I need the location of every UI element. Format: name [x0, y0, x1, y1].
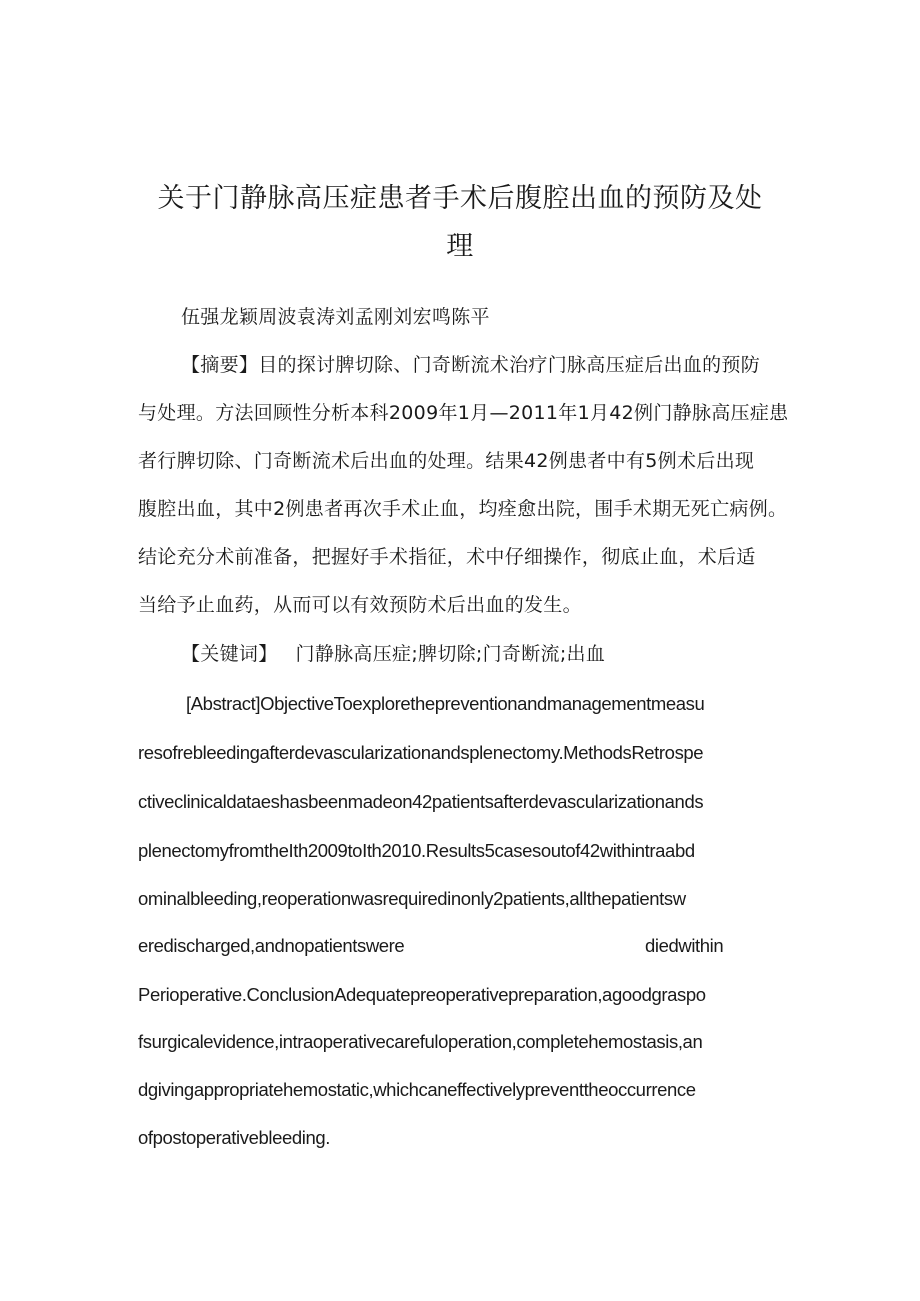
abstract-cn-line: 腹腔出血，其中2例患者再次手术止血，均痊愈出院，围手术期无死亡病例。: [138, 498, 788, 520]
abstract-en-line: resofrebleedingafterdevascularizationandsplenectomy.MethodsRetrospe: [138, 742, 704, 763]
abstract-cn-line: 结论充分术前准备，把握好手术指征，术中仔细操作，彻底止血，术后适: [138, 546, 756, 568]
abstract-en-line: Perioperative.ConclusionAdequatepreoperativepreparation,agoodgraspo: [138, 984, 706, 1005]
abstract-cn-line: 【摘要】目的探讨脾切除、门奇断流术治疗门脉高压症后出血的预防: [181, 354, 761, 376]
authors: 伍强龙颖周波袁涛刘孟刚刘宏鸣陈平: [181, 306, 490, 328]
keywords-label: 【关键词】: [181, 643, 278, 665]
abstract-en-line: ctiveclinicaldataeshasbeenmadeon42patientsafterdevascularizationands: [138, 791, 704, 812]
abstract-en-line: dgivingappropriatehemostatic,whichcaneffectivelypreventtheoccurrence: [138, 1079, 696, 1100]
abstract-en-line: eredischarged,andnopatientswere: [138, 935, 405, 956]
abstract-en-line: ofpostoperativebleeding.: [138, 1127, 330, 1148]
abstract-cn-line: 当给予止血药，从而可以有效预防术后出血的发生。: [138, 594, 582, 616]
abstract-cn-line: 者行脾切除、门奇断流术后出血的处理。结果42例患者中有5例术后出现: [138, 450, 755, 472]
abstract-en-line: ominalbleeding,reoperationwasrequiredinonly2patients,allthepatientsw: [138, 888, 686, 909]
keywords-text: 门静脉高压症;脾切除;门奇断流;出血: [295, 643, 606, 665]
abstract-en-line: [Abstract]ObjectiveToexplorethepreventionandmanagementmeasu: [186, 693, 705, 714]
title-line-2: 理: [446, 231, 474, 262]
abstract-en-line: plenectomyfromtheIth2009toIth2010.Results5casesoutof42withintraabd: [138, 840, 695, 861]
title-line-1: 关于门静脉高压症患者手术后腹腔出血的预防及处: [157, 183, 763, 214]
abstract-en-line: fsurgicalevidence,intraoperativecarefuloperation,completehemostasis,an: [138, 1031, 703, 1052]
keywords: [181, 641, 605, 667]
abstract-cn-line: 与处理。方法回顾性分析本科2009年1月—2011年1月42例门静脉高压症患: [138, 402, 789, 424]
abstract-en-line: diedwithin: [645, 935, 724, 956]
